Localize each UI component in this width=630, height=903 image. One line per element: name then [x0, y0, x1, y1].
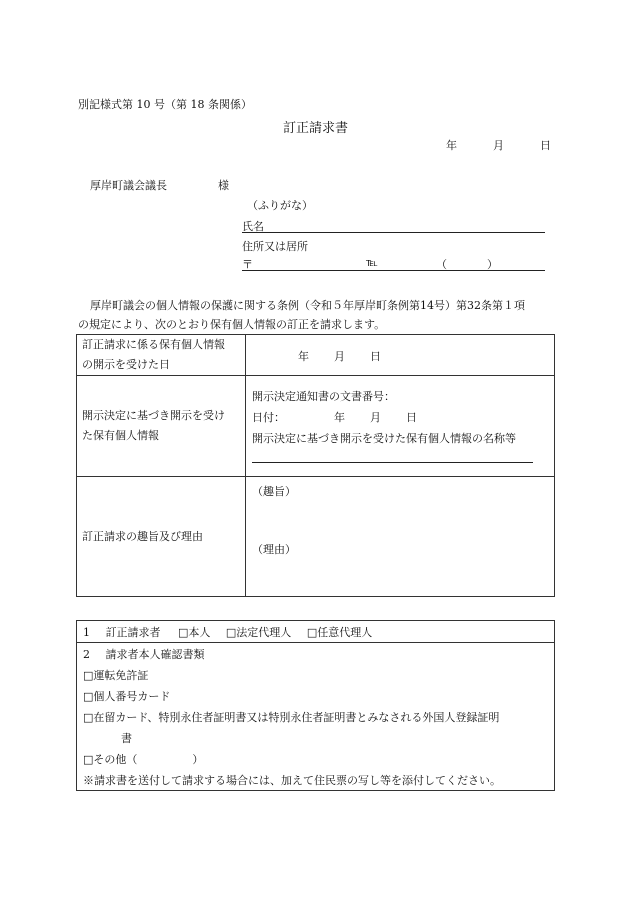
checkbox-legal-agent[interactable]: □法定代理人: [225, 625, 292, 639]
row1-month: 月: [334, 350, 345, 363]
checkbox-voluntary-agent[interactable]: □任意代理人: [306, 625, 373, 639]
doc-number-label: 開示決定通知書の文書番号：: [252, 390, 395, 403]
table-row: [77, 706, 555, 727]
page-title: 訂正請求書: [283, 121, 349, 136]
item-2-number: 2: [83, 647, 90, 661]
item-1-label: 訂正請求者: [105, 625, 161, 639]
table-row: [77, 335, 555, 376]
table-row: [77, 477, 555, 597]
info-name-label: 開示決定に基づき開示を受けた保有個人情報の名称等: [252, 432, 516, 445]
intro-line-2: の規定により、次のとおり保有個人情報の訂正を請求します。: [78, 318, 386, 331]
purpose-label: （趣旨）: [252, 485, 296, 498]
reason-label: （理由）: [252, 543, 296, 556]
purpose-reason-label: [77, 477, 246, 597]
disclosed-info-label: [77, 376, 246, 477]
form-number: 別記様式第 10 号（第 18 条関係）: [78, 98, 252, 111]
row2-month: 月: [370, 411, 381, 424]
checkbox-self[interactable]: □本人: [178, 625, 211, 639]
paren-close: ）: [487, 258, 498, 271]
table-row: [77, 769, 555, 791]
disclosed-info-label-line-1: 開示決定に基づき開示を受け: [82, 409, 225, 422]
request-table: [76, 334, 555, 597]
row1-year: 年: [298, 350, 309, 363]
checkbox-residence-card[interactable]: □在留カード、特別永住者証明書又は特別永住者証明書とみなされる外国人登録証明: [77, 706, 555, 727]
purpose-reason-field[interactable]: [246, 477, 555, 597]
table-row: [77, 376, 555, 477]
table-row: [77, 643, 555, 665]
name-underline[interactable]: [242, 232, 545, 233]
row2-day: 日: [406, 411, 417, 424]
checkbox-drivers-license[interactable]: □運転免許証: [77, 664, 555, 685]
address-underline[interactable]: [242, 270, 545, 271]
table-row: [77, 727, 555, 748]
tel-mark: ℡: [366, 256, 378, 269]
mailing-note: ※請求書を送付して請求する場合には、加えて住民票の写し等を添付してください。: [77, 769, 555, 791]
requester-type-row: [77, 621, 555, 643]
item-1-number: 1: [83, 625, 90, 639]
address-label: 住所又は居所: [242, 240, 308, 253]
checkbox-my-number-card[interactable]: □個人番号カード: [77, 685, 555, 706]
identity-checklist: [76, 620, 555, 791]
intro-line-1: 厚岸町議会の個人情報の保護に関する条例（令和５年厚岸町条例第14号）第32条第１項: [90, 299, 525, 312]
date-day-label: 日: [540, 139, 551, 152]
disclosure-date-label: [77, 335, 246, 376]
disclosure-date-field[interactable]: [246, 335, 555, 376]
postal-mark: 〒: [242, 258, 253, 271]
name-label: 氏名: [242, 220, 264, 233]
info-name-underline[interactable]: [252, 462, 533, 463]
date-label: 日付：: [252, 411, 285, 424]
addressee-name: 厚岸町議会議長: [90, 179, 167, 192]
item-2-label: 請求者本人確認書類: [105, 647, 205, 661]
id-documents-heading: [77, 643, 555, 665]
disclosed-info-field[interactable]: [246, 376, 555, 477]
disclosed-info-label-line-2: た保有個人情報: [82, 429, 159, 442]
disclosure-date-label-line-2: の開示を受けた日: [82, 358, 170, 371]
table-row: [77, 748, 555, 769]
residence-card-continuation: 書: [77, 727, 555, 748]
date-year-label: 年: [446, 139, 457, 152]
table-row: [77, 664, 555, 685]
purpose-reason-label-text: 訂正請求の趣旨及び理由: [82, 529, 203, 543]
addressee-honorific: 様: [218, 179, 229, 192]
checkbox-other[interactable]: □その他（ ）: [77, 748, 555, 769]
disclosure-date-label-line-1: 訂正請求に係る保有個人情報: [82, 338, 225, 351]
date-month-label: 月: [493, 139, 504, 152]
row2-year: 年: [334, 411, 345, 424]
row1-day: 日: [370, 350, 381, 363]
table-row: [77, 685, 555, 706]
furigana-label: （ふりがな）: [247, 199, 313, 212]
paren-open: （: [436, 258, 447, 271]
table-row: [77, 621, 555, 643]
